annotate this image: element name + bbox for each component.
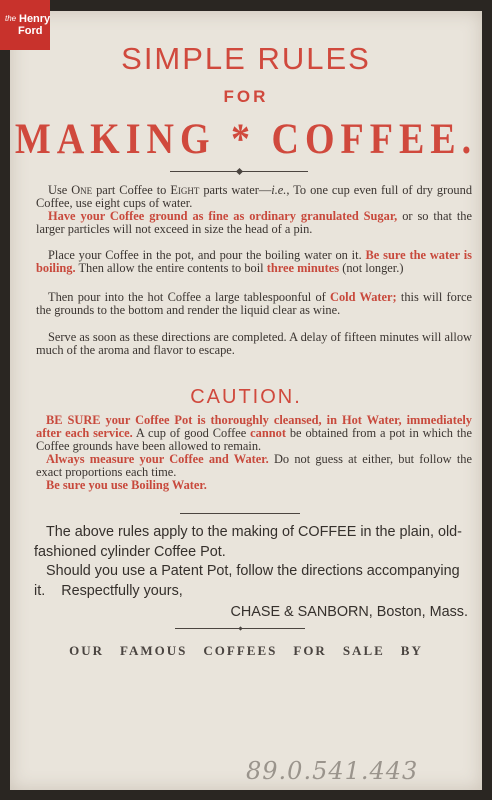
paragraph-boil: Place your Coffee in the pot, and pour the boiling water on it. Be sure the water is boiling. Then allow the entire contents to boil three minutes (not longer.): [36, 248, 473, 275]
title-making-coffee: MAKING * COFFEE.: [14, 114, 478, 164]
closing-text: The above rules apply to the making of COFFEE in the plain, old-fashioned cylinder Coffee Pot. Should you use a Patent Pot, follow the directions accompanying it. Respectfully yours, CHASE & SANBORN, Boston, Mass.: [34, 523, 474, 623]
signature: CHASE & SANBORN, Boston, Mass.: [230, 604, 468, 620]
title-divider: [170, 171, 308, 172]
paragraph-cold-water: Then pour into the hot Coffee a large tablespoonful of Cold Water; this will force the grounds to the bottom and render the liquid clear as wine.: [36, 290, 472, 317]
title-simple-rules: SIMPLE RULES: [121, 41, 371, 76]
signature-divider: [175, 628, 305, 629]
caution-heading: CAUTION.: [190, 386, 302, 408]
logo-henry: Henry: [19, 13, 51, 25]
paragraph-serve: Serve as soon as these directions are completed. A delay of fifteen minutes will allow much of the aroma and flavor to escape.: [36, 330, 472, 357]
paragraph-proportions: Use One part Coffee to Eight parts water—i.e., To one cup even full of dry ground Coffee, use eight cups of water.: [36, 183, 473, 210]
title-for: FOR: [223, 87, 269, 106]
the-henry-ford-logo: [0, 0, 50, 50]
paragraph-grind: Have your Coffee ground as fine as ordinary granulated Sugar, or so that the larger particles will not exceed in size the head of a pin.: [36, 209, 472, 236]
logo-the: the: [5, 14, 17, 23]
trade-card: [10, 11, 482, 790]
for-sale-by-line: OUR FAMOUS COFFEES FOR SALE BY: [69, 643, 423, 658]
logo-ford: Ford: [18, 25, 43, 37]
caution-divider: [180, 513, 300, 514]
caution-body: BE SURE your Coffee Pot is thoroughly cleansed, in Hot Water, immediately after each service. A cup of good Coffee cannot be obtained from a pot in which the Coffee grounds have been allowed to remain. Always measure your Coffee and Water. Do not guess at either, but follow the exact proportions each time. Be sure you use Boiling Water.: [36, 413, 472, 492]
accession-number: 89.0.541.443: [246, 757, 419, 785]
